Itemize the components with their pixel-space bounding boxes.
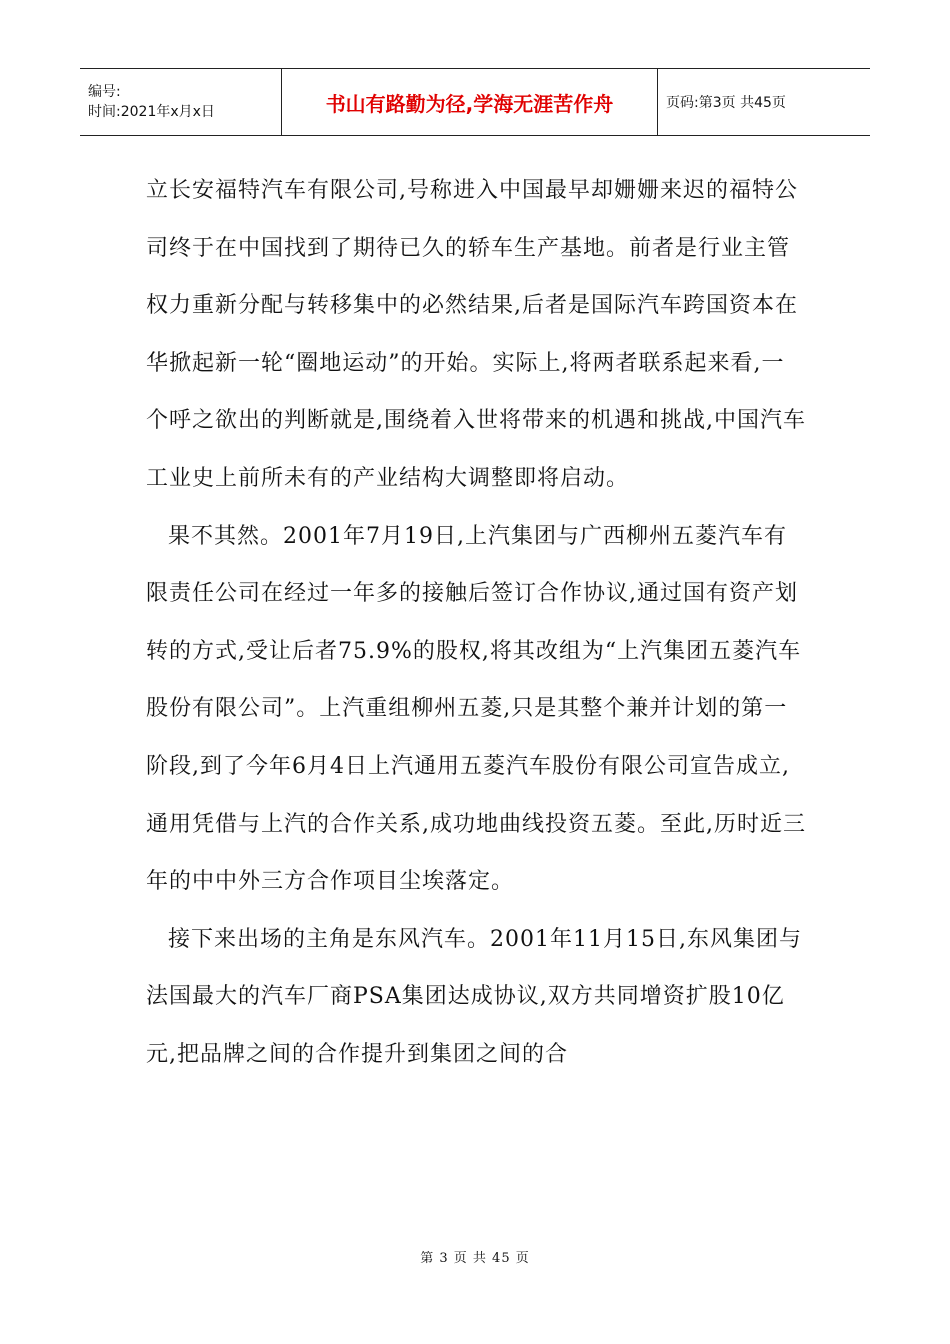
- document-number-label: 编号:: [88, 84, 121, 100]
- header-meta: [80, 69, 282, 135]
- page-footer: 第 3 页 共 45 页: [420, 1251, 530, 1266]
- header-page-info: 页码:第3页 共45页: [666, 95, 786, 111]
- paragraph-1: 立长安福特汽车有限公司,号称进入中国最早却姗姗来迟的福特公司终于在中国找到了期待已久的轿车生产基地。前者是行业主管权力重新分配与转移集中的必然结果,后者是国际汽车跨国资本在华掀起新一轮“圈地运动”的开始。实际上,将两者联系起来看,一个呼之欲出的判断就是,围绕着入世将带来的机遇和挑战,中国汽车工业史上前所未有的产业结构大调整即将启动。: [146, 178, 806, 491]
- paragraph-3: 接下来出场的主角是东风汽车。2001年11月15日,东风集团与法国最大的汽车厂商PSA集团达成协议,双方共同增资扩股10亿元,把品牌之间的合作提升到集团之间的合: [146, 926, 802, 1067]
- document-time-label: 时间:2021年x月x日: [88, 104, 215, 120]
- page-header: [80, 68, 870, 136]
- header-motto: 书山有路勤为径,学海无涯苦作舟: [282, 69, 658, 135]
- document-body: [146, 162, 806, 1084]
- paragraph-2: 果不其然。2001年7月19日,上汽集团与广西柳州五菱汽车有限责任公司在经过一年多的接触后签订合作协议,通过国有资产划转的方式,受让后者75.9%的股权,将其改组为“上汽集团五菱汽车股份有限公司”。上汽重组柳州五菱,只是其整个兼并计划的第一阶段,到了今年6月4日上汽通用五菱汽车股份有限公司宣告成立,通用凭借与上汽的合作关系,成功地曲线投资五菱。至此,历时近三年的中中外三方合作项目尘埃落定。: [146, 523, 806, 895]
